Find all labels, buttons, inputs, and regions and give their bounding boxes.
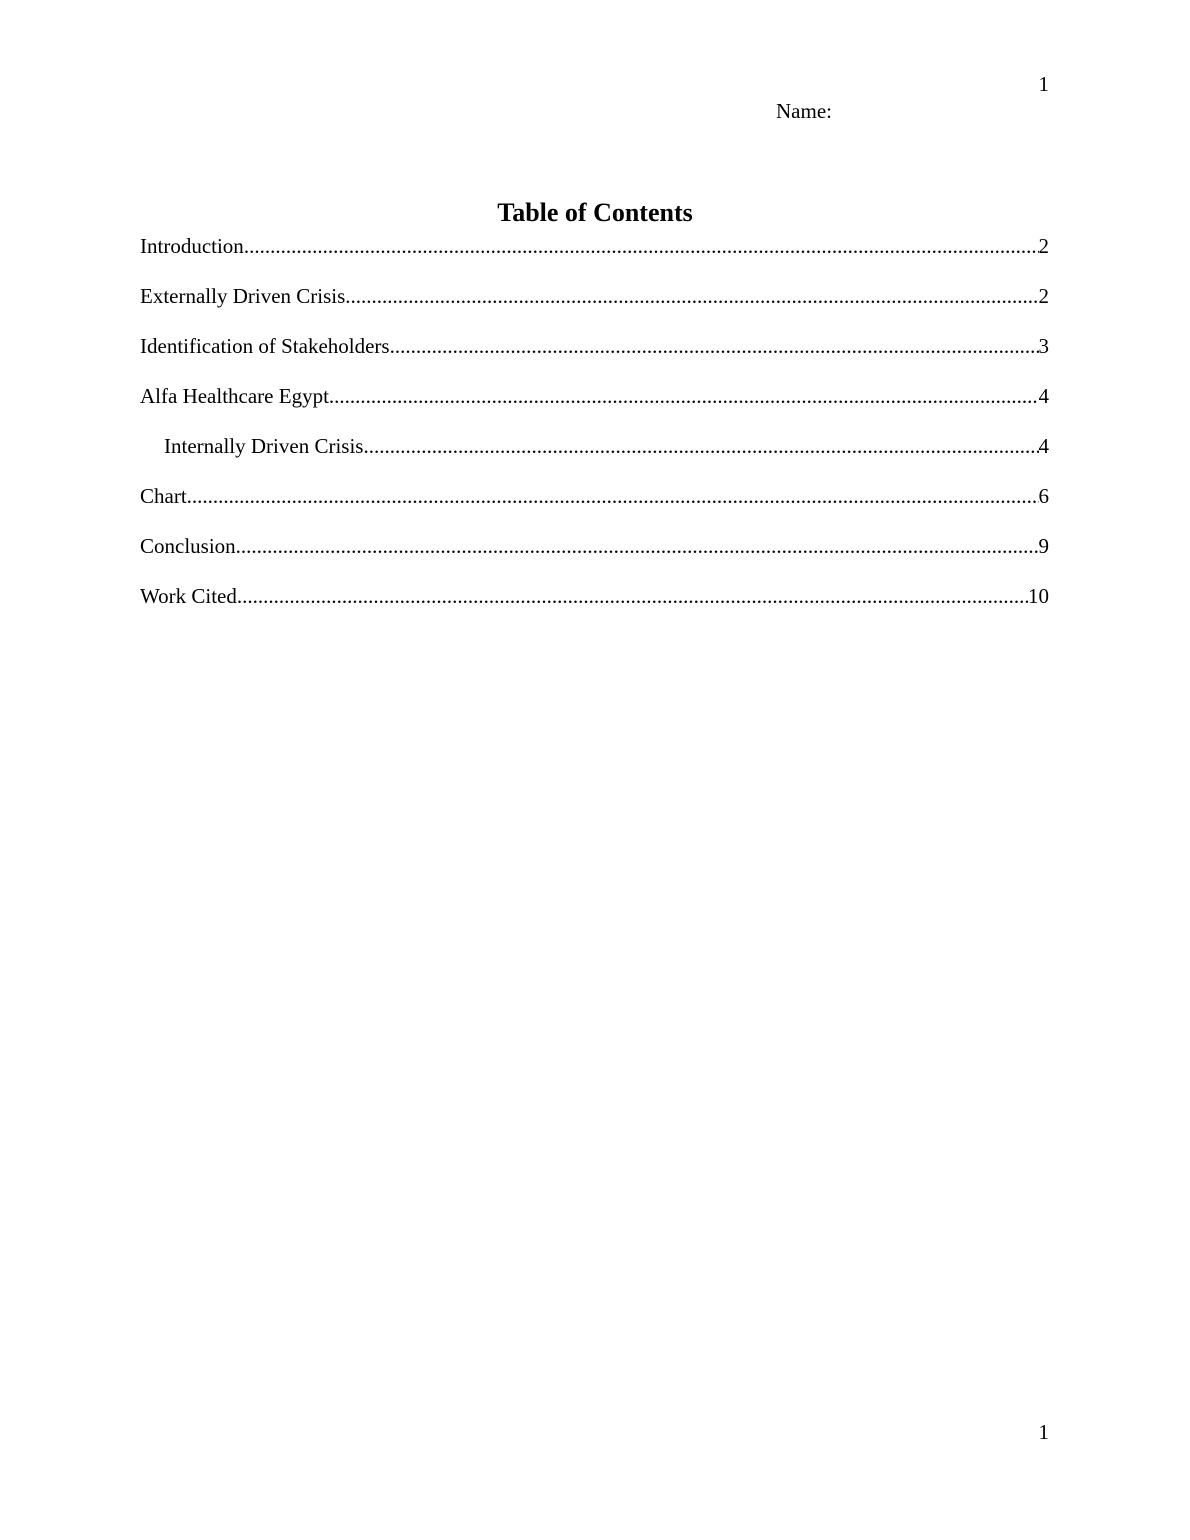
- name-label: Name:: [776, 99, 832, 123]
- toc-dot-leader: [237, 582, 1028, 610]
- toc-dot-leader: [345, 282, 1038, 310]
- toc-entry-label: Chart: [140, 484, 187, 508]
- toc-entry-label: Conclusion: [140, 534, 236, 558]
- toc-entry-page: 2: [1038, 284, 1049, 308]
- toc-entry-label: Alfa Healthcare Egypt: [140, 384, 329, 408]
- header-page-number: 1: [1038, 72, 1049, 96]
- toc-entry-page: 6: [1038, 484, 1049, 508]
- table-of-contents: [140, 232, 1049, 632]
- toc-entry-work-cited[interactable]: [140, 582, 1049, 632]
- toc-entry-internally-driven-crisis[interactable]: [140, 432, 1049, 482]
- toc-entry-label: Internally Driven Crisis: [164, 434, 364, 458]
- toc-dot-leader: [244, 232, 1039, 260]
- toc-dot-leader: [329, 382, 1039, 410]
- toc-entry-conclusion[interactable]: [140, 532, 1049, 582]
- toc-entry-alfa-healthcare-egypt[interactable]: [140, 382, 1049, 432]
- toc-entry-externally-driven-crisis[interactable]: [140, 282, 1049, 332]
- toc-entry-page: 10: [1028, 584, 1049, 608]
- toc-dot-leader: [363, 432, 1038, 460]
- toc-dot-leader: [187, 482, 1039, 510]
- toc-entry-page: 4: [1038, 434, 1049, 458]
- toc-entry-page: 4: [1038, 384, 1049, 408]
- toc-entry-page: 2: [1038, 234, 1049, 258]
- toc-entry-label: Externally Driven Crisis: [140, 284, 346, 308]
- toc-dot-leader: [390, 332, 1039, 360]
- footer-page-number: 1: [1038, 1420, 1049, 1444]
- toc-entry-label: Introduction: [140, 234, 244, 258]
- toc-dot-leader: [236, 532, 1039, 560]
- toc-entry-page: 9: [1038, 534, 1049, 558]
- toc-entry-label: Identification of Stakeholders: [140, 334, 390, 358]
- toc-entry-label: Work Cited: [140, 584, 237, 608]
- toc-entry-identification-of-stakeholders[interactable]: [140, 332, 1049, 382]
- toc-entry-page: 3: [1038, 334, 1049, 358]
- toc-entry-introduction[interactable]: [140, 232, 1049, 282]
- toc-title: Table of Contents: [497, 198, 693, 227]
- toc-entry-chart[interactable]: [140, 482, 1049, 532]
